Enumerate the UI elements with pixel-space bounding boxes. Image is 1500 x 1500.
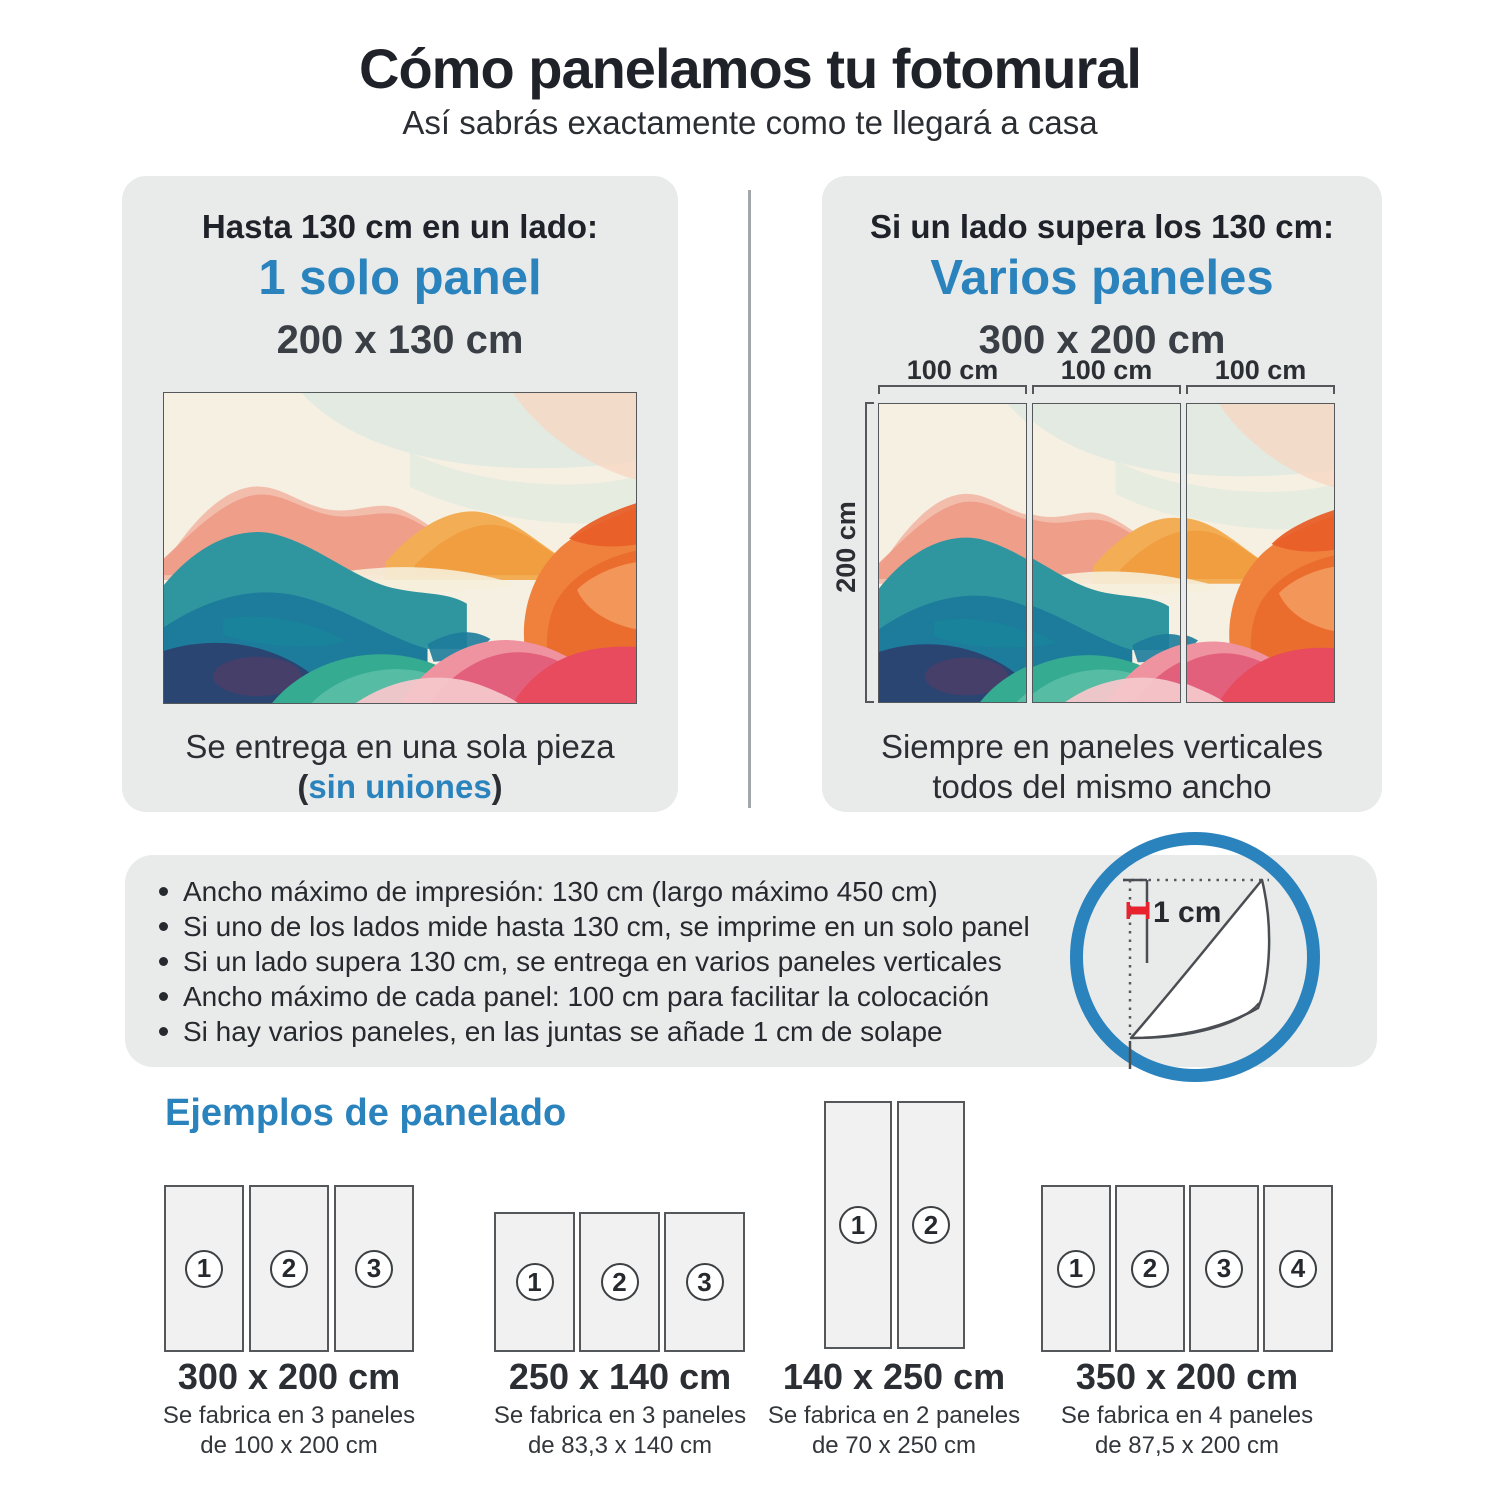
panel-number-badge: 1 [839, 1206, 877, 1244]
example-desc: de 87,5 x 200 cm [1094, 1432, 1280, 1459]
panel-number-badge: 2 [1131, 1250, 1169, 1288]
example-panel [897, 1101, 965, 1349]
single-panel-caption-highlight [122, 768, 678, 806]
example-size-label: 300 x 200 cm [177, 1356, 401, 1397]
single-panel-card [122, 176, 678, 812]
example-size-label: 140 x 250 cm [782, 1356, 1006, 1397]
example-140x250 [824, 1101, 965, 1349]
rule-text: Ancho máximo de impresión: 130 cm (largo máximo 450 cm) [183, 875, 938, 907]
multi-panel-size: 300 x 200 cm [978, 318, 1226, 362]
example-desc: Se fabrica en 4 paneles [1060, 1402, 1314, 1429]
example-size-label: 350 x 200 cm [1075, 1356, 1299, 1397]
panel-number-badge: 2 [912, 1206, 950, 1244]
cards-divider [748, 190, 751, 808]
example-panel [824, 1101, 892, 1349]
page-title: Cómo panelamos tu fotomural [359, 37, 1141, 100]
rule-text: Si hay varios paneles, en las juntas se añade 1 cm de solape [183, 1015, 943, 1047]
example-250x140 [494, 1212, 745, 1352]
multi-panel-result: Varios paneles [930, 251, 1274, 305]
paren-open: ( [297, 768, 309, 805]
example-desc: de 100 x 200 cm [200, 1432, 378, 1459]
mural-panel-slice-2 [1032, 403, 1181, 703]
panel-width-label: 100 cm [1060, 355, 1153, 385]
panel-number-badge: 3 [355, 1250, 393, 1288]
panel-number-badge: 4 [1279, 1250, 1317, 1288]
rules-list [159, 874, 1030, 1049]
rule-item [159, 1014, 1030, 1049]
bullet-icon [159, 922, 168, 931]
example-panel [1189, 1185, 1259, 1352]
panel-height-label: 200 cm [831, 501, 861, 593]
panel-number-badge: 2 [270, 1250, 308, 1288]
rule-item [159, 909, 1030, 944]
rule-item [159, 979, 1030, 1014]
overlap-badge [1070, 832, 1320, 1082]
height-bracket [865, 402, 874, 703]
panel-number-badge: 1 [516, 1263, 554, 1301]
overlap-measure-label: 1 cm [1153, 896, 1222, 929]
single-panel-result: 1 solo panel [258, 251, 542, 305]
example-desc: Se fabrica en 3 paneles [162, 1402, 416, 1429]
rule-text: Si uno de los lados mide hasta 130 cm, se imprime en un solo panel [183, 910, 1030, 942]
panel-number-badge: 1 [1057, 1250, 1095, 1288]
example-panel [1115, 1185, 1185, 1352]
single-panel-condition: Hasta 130 cm en un lado: [201, 208, 599, 245]
no-seams-highlight: sin uniones [308, 768, 492, 805]
example-desc: de 70 x 250 cm [811, 1432, 977, 1459]
paren-close: ) [491, 768, 503, 805]
multi-panel-caption-line2: todos del mismo ancho [932, 768, 1272, 805]
example-panel [1263, 1185, 1333, 1352]
multi-panel-card [822, 176, 1382, 812]
example-desc: Se fabrica en 3 paneles [493, 1402, 747, 1429]
example-panel [579, 1212, 660, 1352]
example-panel [164, 1185, 244, 1352]
example-350x200 [1041, 1185, 1333, 1352]
page-subtitle: Así sabrás exactamente como te llegará a casa [402, 104, 1098, 141]
example-desc: Se fabrica en 2 paneles [767, 1402, 1021, 1429]
bullet-icon [159, 957, 168, 966]
example-desc: de 83,3 x 140 cm [527, 1432, 713, 1459]
panel-width-label: 100 cm [906, 355, 999, 385]
width-bracket [1032, 385, 1181, 394]
rule-text: Si un lado supera 130 cm, se entrega en varios paneles verticales [183, 945, 1002, 977]
panel-number-badge: 1 [185, 1250, 223, 1288]
panel-number-badge: 2 [601, 1263, 639, 1301]
bullet-icon [159, 1027, 168, 1036]
multi-panel-condition: Si un lado supera los 130 cm: [870, 208, 1334, 245]
examples-title: Ejemplos de panelado [165, 1092, 567, 1134]
panel-width-label: 100 cm [1214, 355, 1307, 385]
mural-panel-slice-1 [878, 403, 1027, 703]
width-bracket [878, 385, 1027, 394]
bullet-icon [159, 992, 168, 1001]
page-curl-icon [1083, 845, 1307, 1069]
example-size-label: 250 x 140 cm [508, 1356, 732, 1397]
panel-number-badge: 3 [686, 1263, 724, 1301]
single-panel-size: 200 x 130 cm [276, 318, 524, 362]
panel-number-badge: 3 [1205, 1250, 1243, 1288]
example-panel [334, 1185, 414, 1352]
example-300x200 [164, 1185, 414, 1352]
mural-preview-image [163, 392, 637, 704]
example-panel [494, 1212, 575, 1352]
rule-text: Ancho máximo de cada panel: 100 cm para facilitar la colocación [183, 980, 990, 1012]
rule-item [159, 944, 1030, 979]
single-panel-caption: Se entrega en una sola pieza [185, 728, 615, 765]
example-panel [1041, 1185, 1111, 1352]
example-panel [664, 1212, 745, 1352]
rule-item [159, 874, 1030, 909]
multi-panel-caption-line1: Siempre en paneles verticales [880, 728, 1324, 765]
example-panel [249, 1185, 329, 1352]
width-bracket [1186, 385, 1335, 394]
bullet-icon [159, 887, 168, 896]
mural-panel-slice-3 [1186, 403, 1335, 703]
